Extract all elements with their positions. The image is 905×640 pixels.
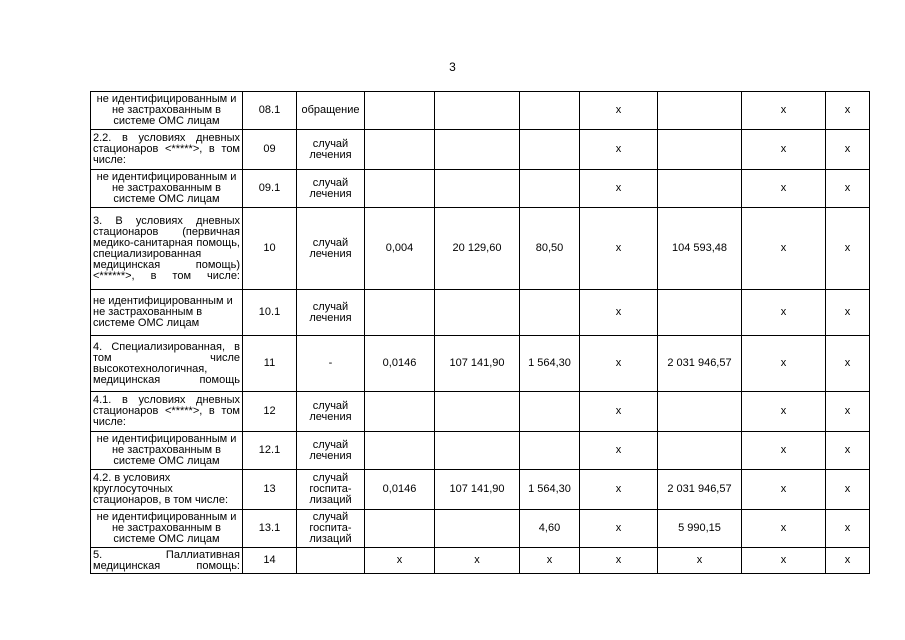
row-unit: случай госпита-лизаций	[297, 510, 365, 548]
row-unit: -	[297, 336, 365, 392]
cell-5	[435, 290, 520, 336]
cell-5: 20 129,60	[435, 208, 520, 290]
cell-7: х	[580, 130, 658, 170]
row-unit: случай госпита-лизаций	[297, 470, 365, 510]
row-code: 10.1	[243, 290, 297, 336]
cell-7: х	[580, 336, 658, 392]
cell-4: 0,0146	[365, 336, 435, 392]
cell-10: х	[826, 208, 870, 290]
table-row	[91, 208, 870, 290]
cell-5: х	[435, 548, 520, 574]
row-name: не идентифицированным и не застрахованным в системе ОМС лицам	[91, 510, 243, 548]
cell-7: х	[580, 170, 658, 208]
row-name: не идентифицированным и не застрахованным в системе ОМС лицам	[91, 170, 243, 208]
cell-10: х	[826, 510, 870, 548]
cell-4	[365, 130, 435, 170]
cell-10: х	[826, 290, 870, 336]
table-row	[91, 432, 870, 470]
row-unit: обращение	[297, 92, 365, 130]
cell-7: х	[580, 290, 658, 336]
table-row	[91, 392, 870, 432]
table-row	[91, 336, 870, 392]
cell-8	[658, 170, 742, 208]
cell-4: 0,004	[365, 208, 435, 290]
cell-10: х	[826, 336, 870, 392]
cell-6	[520, 290, 580, 336]
cell-10: х	[826, 470, 870, 510]
row-name: 5. Паллиативная медицинская помощь:	[91, 548, 243, 574]
cell-6	[520, 92, 580, 130]
cell-4	[365, 510, 435, 548]
row-code: 09.1	[243, 170, 297, 208]
cell-9: х	[742, 432, 826, 470]
cell-6: 1 564,30	[520, 336, 580, 392]
cell-4: 0,0146	[365, 470, 435, 510]
cell-6	[520, 130, 580, 170]
table-row	[91, 92, 870, 130]
cell-9: х	[742, 208, 826, 290]
cell-6	[520, 392, 580, 432]
cell-8	[658, 130, 742, 170]
cell-10: х	[826, 130, 870, 170]
cell-8	[658, 392, 742, 432]
row-name: не идентифицированным и не застрахованным в системе ОМС лицам	[91, 290, 243, 336]
cell-8: х	[658, 548, 742, 574]
cell-10: х	[826, 392, 870, 432]
cell-10: х	[826, 548, 870, 574]
cell-6: 4,60	[520, 510, 580, 548]
cell-9: х	[742, 336, 826, 392]
row-name: 4.2. в условиях круглосуточных стационаров, в том числе:	[91, 470, 243, 510]
cell-9: х	[742, 548, 826, 574]
cell-9: х	[742, 470, 826, 510]
cell-4	[365, 290, 435, 336]
cell-7: х	[580, 92, 658, 130]
cell-8: 2 031 946,57	[658, 470, 742, 510]
cell-7: х	[580, 548, 658, 574]
cell-7: х	[580, 208, 658, 290]
cell-6: 80,50	[520, 208, 580, 290]
cell-8	[658, 432, 742, 470]
cell-5: 107 141,90	[435, 336, 520, 392]
row-code: 12.1	[243, 432, 297, 470]
cell-8	[658, 92, 742, 130]
row-name: 4.1. в условиях дневных стационаров <*****>, в том числе:	[91, 392, 243, 432]
cell-5	[435, 510, 520, 548]
table-row	[91, 470, 870, 510]
row-unit: случай лечения	[297, 290, 365, 336]
cell-6: х	[520, 548, 580, 574]
cell-5	[435, 170, 520, 208]
row-name: не идентифицированным и не застрахованным в системе ОМС лицам	[91, 92, 243, 130]
cell-5	[435, 432, 520, 470]
cell-7: х	[580, 510, 658, 548]
cell-9: х	[742, 92, 826, 130]
row-unit: случай лечения	[297, 170, 365, 208]
cell-8: 5 990,15	[658, 510, 742, 548]
row-code: 14	[243, 548, 297, 574]
row-name: 3. В условиях дневных стационаров (первичная медико-санитарная помощь, специализированная медицинская помощь) <******>, в том числе:	[91, 208, 243, 290]
cell-8: 104 593,48	[658, 208, 742, 290]
cell-7: х	[580, 470, 658, 510]
row-code: 10	[243, 208, 297, 290]
table-row	[91, 130, 870, 170]
cell-8	[658, 290, 742, 336]
row-code: 12	[243, 392, 297, 432]
page-number: 3	[449, 60, 456, 74]
table-row	[91, 290, 870, 336]
cell-4	[365, 392, 435, 432]
cell-9: х	[742, 392, 826, 432]
row-code: 13	[243, 470, 297, 510]
cell-4	[365, 170, 435, 208]
row-name: 4. Специализированная, в том числе высокотехнологичная, медицинская помощь	[91, 336, 243, 392]
cell-9: х	[742, 290, 826, 336]
data-table	[90, 91, 870, 574]
cell-4	[365, 92, 435, 130]
row-name: не идентифицированным и не застрахованным в системе ОМС лицам	[91, 432, 243, 470]
cell-5: 107 141,90	[435, 470, 520, 510]
cell-6: 1 564,30	[520, 470, 580, 510]
row-unit	[297, 548, 365, 574]
cell-10: х	[826, 92, 870, 130]
table-row	[91, 510, 870, 548]
row-code: 09	[243, 130, 297, 170]
row-code: 13.1	[243, 510, 297, 548]
cell-9: х	[742, 130, 826, 170]
row-code: 11	[243, 336, 297, 392]
cell-5	[435, 130, 520, 170]
cell-7: х	[580, 392, 658, 432]
row-name: 2.2. в условиях дневных стационаров <*****>, в том числе:	[91, 130, 243, 170]
cell-4	[365, 432, 435, 470]
table-row	[91, 548, 870, 574]
cell-10: х	[826, 170, 870, 208]
row-unit: случай лечения	[297, 208, 365, 290]
row-unit: случай лечения	[297, 130, 365, 170]
table-row	[91, 170, 870, 208]
cell-4: х	[365, 548, 435, 574]
cell-9: х	[742, 510, 826, 548]
row-code: 08.1	[243, 92, 297, 130]
cell-9: х	[742, 170, 826, 208]
cell-10: х	[826, 432, 870, 470]
cell-5	[435, 392, 520, 432]
cell-7: х	[580, 432, 658, 470]
row-unit: случай лечения	[297, 432, 365, 470]
cell-6	[520, 432, 580, 470]
cell-8: 2 031 946,57	[658, 336, 742, 392]
row-unit: случай лечения	[297, 392, 365, 432]
cell-5	[435, 92, 520, 130]
cell-6	[520, 170, 580, 208]
